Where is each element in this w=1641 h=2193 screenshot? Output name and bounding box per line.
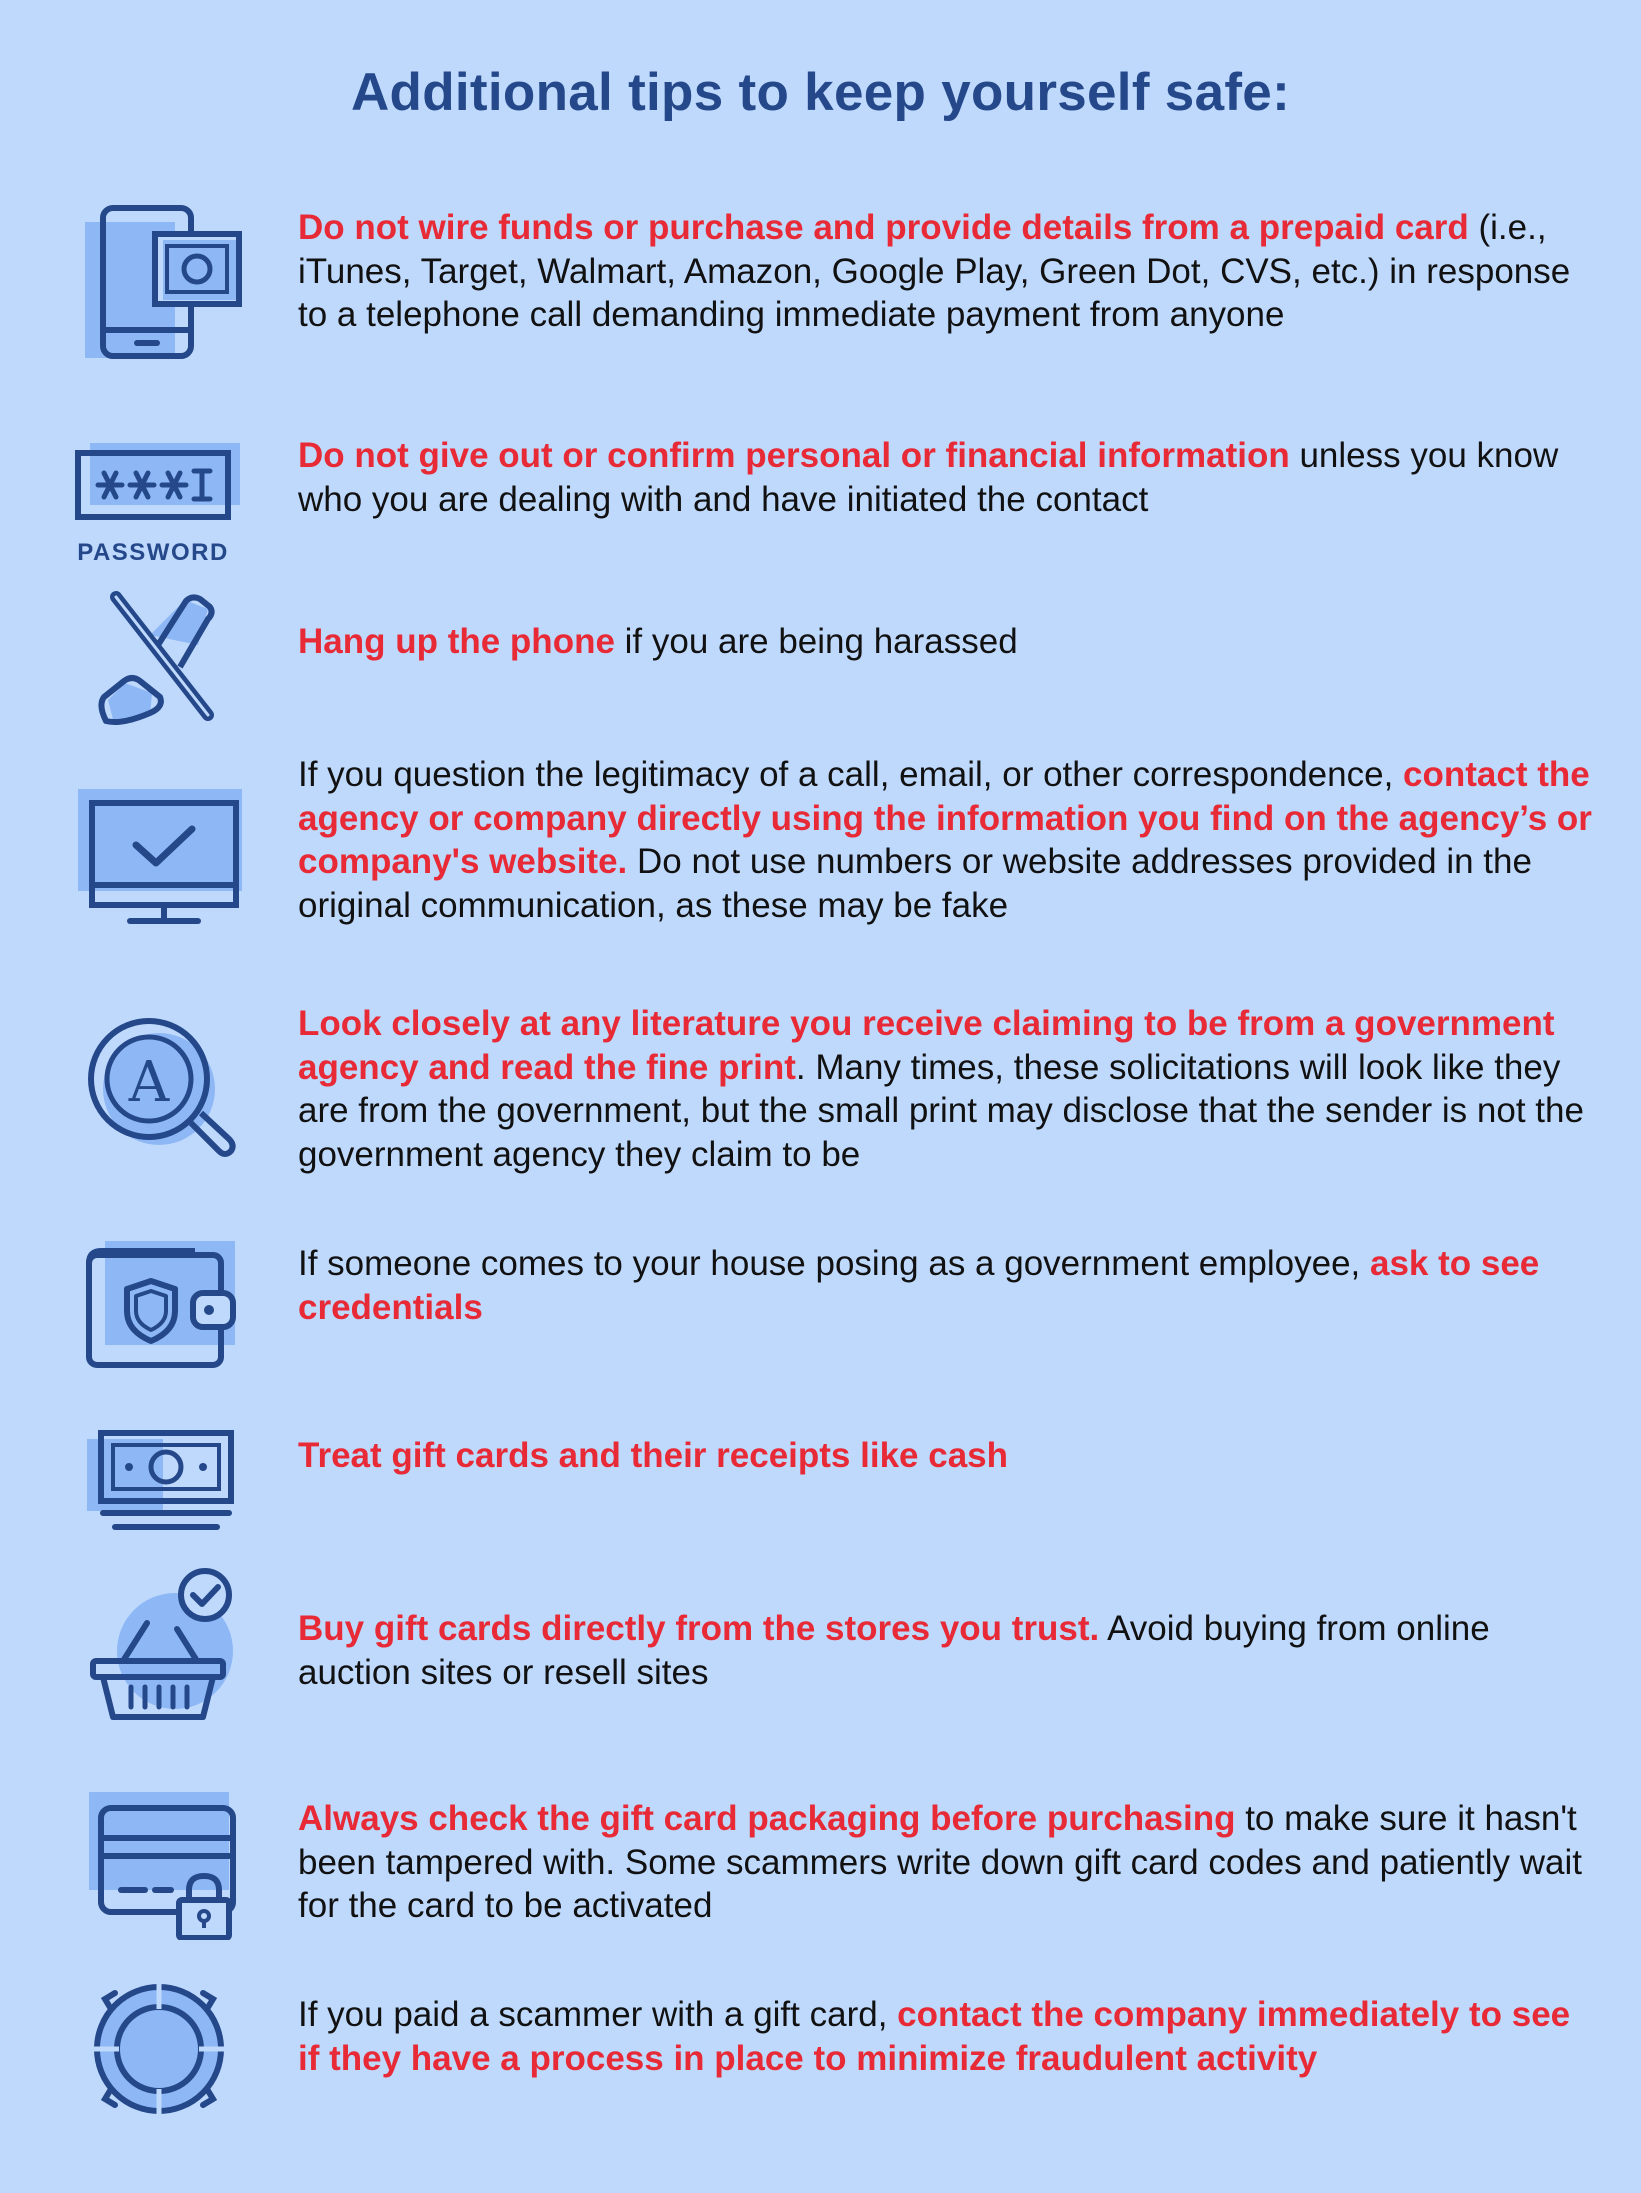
tip-emphasis: Look closely at any literature you receive claiming to be from a government agency and read the fine print [298, 1004, 1555, 1087]
tip-text [298, 206, 1598, 337]
tip-text [298, 753, 1598, 927]
tip-emphasis: ask to see credentials [298, 1244, 1540, 1327]
shopping-basket-icon [60, 1545, 260, 1735]
tip-body: to make sure it hasn't been tampered with. Some scammers write down gift card codes and patiently wait for the card to be activated [298, 1799, 1582, 1925]
tip-emphasis: Buy gift cards directly from the stores you trust. [298, 1609, 1100, 1648]
tip-emphasis: contact the agency or company directly using the information you find on the agency’s or company's website. [298, 755, 1592, 881]
tip-body: If you question the legitimacy of a call, email, or other correspondence, [298, 755, 1404, 794]
locked-card-icon [60, 1765, 260, 1955]
tip-body: If someone comes to your house posing as a government employee, [298, 1244, 1370, 1283]
tip-emphasis: Always check the gift card packaging before purchasing [298, 1799, 1236, 1838]
tip-body: . Many times, these solicitations will look like they are from the government, but the small print may disclose that the sender is not the government agency they claim to be [298, 1047, 1584, 1174]
lifebuoy-icon [60, 1965, 260, 2155]
password-label: PASSWORD [77, 539, 229, 566]
tip-text [298, 1993, 1598, 2080]
svg-text:A: A [128, 1050, 170, 1115]
tip-text [298, 1797, 1598, 1928]
phone-payment-icon [60, 190, 260, 380]
tip-emphasis: Do not wire funds or purchase and provide details from a prepaid card [298, 208, 1469, 247]
tip-body: If you paid a scammer with a gift card, [298, 1995, 898, 2034]
tip-text [298, 1242, 1598, 1329]
tip-text [298, 1607, 1598, 1694]
tip-body: if you are being harassed [614, 622, 1018, 661]
hang-up-phone-icon [60, 560, 260, 750]
tip-body: (i.e., iTunes, Target, Walmart, Amazon, Google Play, Green Dot, CVS, etc.) in response to a telephone call demanding immediate payment from anyone [298, 208, 1571, 334]
tip-emphasis: Hang up the phone [298, 622, 615, 661]
cash-icon [60, 1360, 260, 1550]
tip-text [298, 1002, 1598, 1176]
tip-body: Avoid buying from online auction sites or resell sites [298, 1609, 1490, 1692]
tip-text [298, 434, 1598, 521]
tip-emphasis: Do not give out or confirm personal or financial information [298, 436, 1290, 475]
verified-monitor-icon [60, 755, 260, 945]
magnifier-icon [60, 990, 260, 1180]
tip-body: Do not use numbers or website addresses provided in the original communication, as these may be fake [298, 842, 1532, 925]
tip-body: unless you know who you are dealing with and have initiated the contact [298, 436, 1559, 519]
page-title: Additional tips to keep yourself safe: [350, 63, 1291, 122]
tip-text [298, 1434, 1598, 1478]
tip-text [298, 620, 1598, 664]
tip-emphasis: Treat gift cards and their receipts like cash [298, 1436, 1008, 1475]
tip-emphasis: contact the company immediately to see if they have a process in place to minimize fraudulent activity [298, 1995, 1571, 2078]
